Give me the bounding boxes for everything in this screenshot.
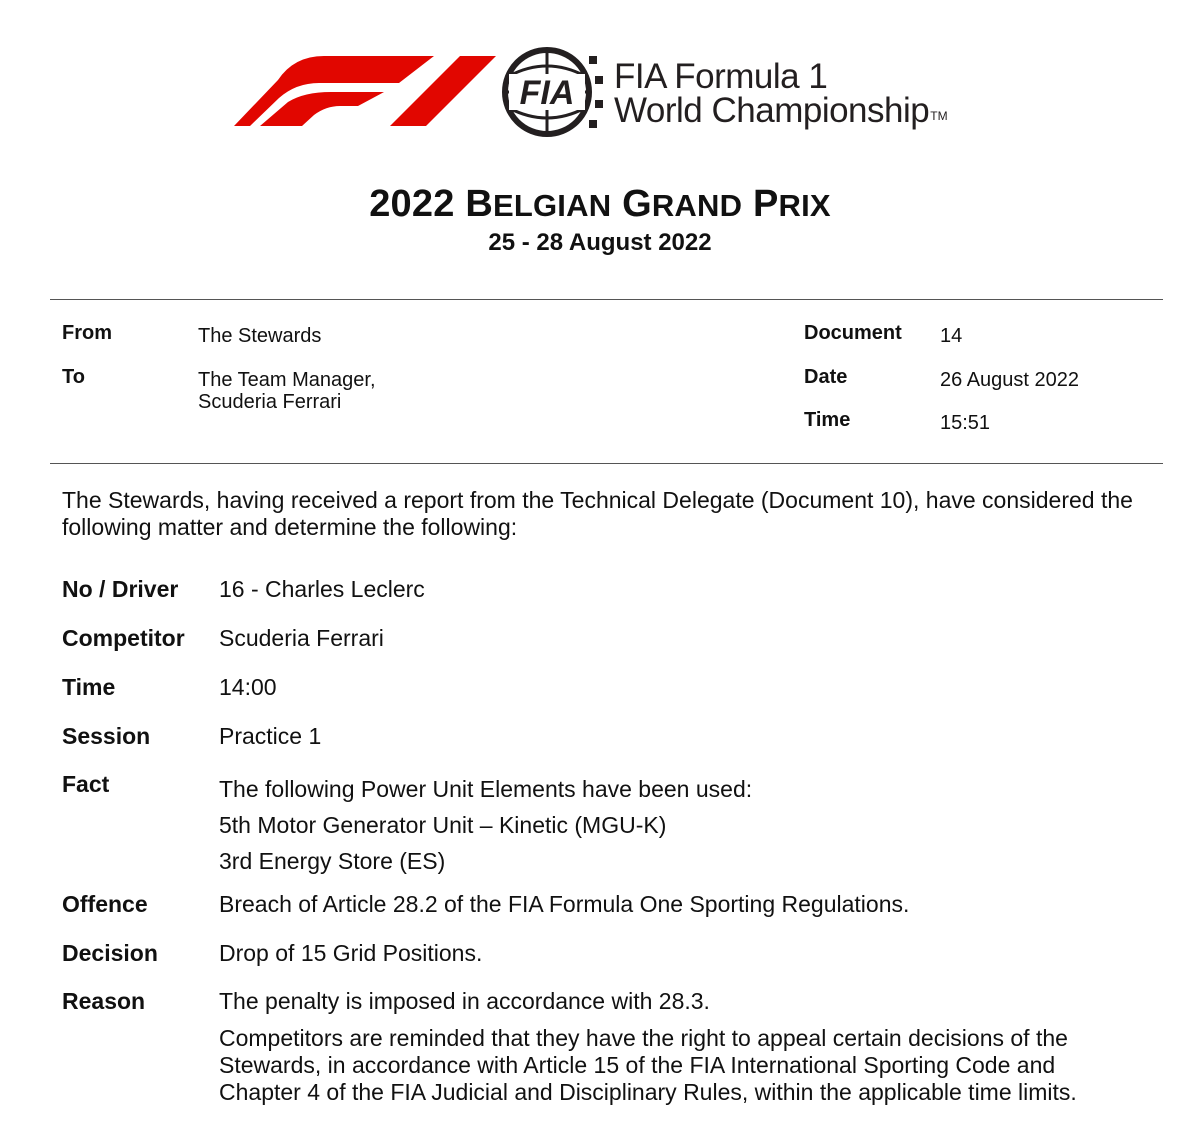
- championship-wordmark: [614, 57, 948, 135]
- to-value-line-2: Scuderia Ferrari: [198, 391, 342, 413]
- decision-value: Drop of 15 Grid Positions.: [219, 940, 483, 966]
- f1-logo: [234, 56, 496, 126]
- event-title: [0, 183, 1200, 226]
- event-year: 2022: [369, 183, 455, 225]
- document-label: Document: [804, 322, 902, 344]
- session-label: Session: [62, 723, 151, 749]
- appeal-line-1: Competitors are reminded that they have the right to appeal certain decisions of the: [219, 1025, 1068, 1051]
- decision-label: Decision: [62, 940, 158, 966]
- document-value: 14: [940, 325, 963, 347]
- title-cap-3: P: [752, 183, 779, 225]
- fact-line-3: 3rd Energy Store (ES): [219, 848, 446, 874]
- date-label: Date: [804, 366, 848, 388]
- time-of-incident-value: 14:00: [219, 674, 277, 700]
- divider-bottom: [50, 463, 1163, 464]
- title-cap-2: G: [622, 183, 652, 225]
- reason-value: The penalty is imposed in accordance with 28.3.: [219, 988, 710, 1014]
- appeal-line-3: Chapter 4 of the FIA Judicial and Disciplinary Rules, within the applicable time limits.: [219, 1079, 1077, 1105]
- time-label: Time: [804, 409, 851, 431]
- to-label: To: [62, 366, 85, 388]
- divider-top: [50, 299, 1163, 300]
- from-value: The Stewards: [198, 325, 322, 347]
- from-label: From: [62, 322, 112, 344]
- fact-line-2: 5th Motor Generator Unit – Kinetic (MGU-K): [219, 812, 667, 838]
- fact-value: [219, 771, 1159, 879]
- appeal-notice: [219, 1025, 1159, 1106]
- session-value: Practice 1: [219, 723, 322, 749]
- time-of-incident-label: Time: [62, 674, 116, 700]
- competitor-value: Scuderia Ferrari: [219, 625, 384, 651]
- title-word-2: RAND: [651, 188, 743, 223]
- driver-value: 16 - Charles Leclerc: [219, 576, 425, 602]
- title-cap-1: B: [465, 183, 493, 225]
- title-word-3: RIX: [778, 188, 831, 223]
- event-dates: 25 - 28 August 2022: [488, 229, 712, 256]
- trademark: TM: [930, 109, 948, 123]
- fia-logo: [491, 46, 607, 138]
- time-value: 15:51: [940, 412, 991, 434]
- svg-text:FIA: FIA: [519, 74, 575, 112]
- driver-label: No / Driver: [62, 576, 179, 602]
- header-logos: [0, 40, 1200, 150]
- offence-value: Breach of Article 28.2 of the FIA Formula One Sporting Regulations.: [219, 891, 910, 917]
- appeal-line-2: Stewards, in accordance with Article 15 of the FIA International Sporting Code and: [219, 1052, 1056, 1078]
- title-word-1: ELGIAN: [492, 188, 612, 223]
- to-value-line-1: The Team Manager,: [198, 369, 376, 391]
- intro-paragraph: The Stewards, having received a report from the Technical Delegate (Document 10), have considered the following matter and determine the following:: [62, 487, 1133, 540]
- fact-line-1: The following Power Unit Elements have been used:: [219, 776, 753, 802]
- competitor-label: Competitor: [62, 625, 185, 651]
- offence-label: Offence: [62, 891, 148, 917]
- championship-line-1: FIA Formula 1: [614, 57, 828, 96]
- date-value: 26 August 2022: [940, 369, 1080, 391]
- reason-label: Reason: [62, 988, 146, 1014]
- championship-line-2: World Championship: [614, 91, 930, 130]
- fact-label: Fact: [62, 771, 110, 797]
